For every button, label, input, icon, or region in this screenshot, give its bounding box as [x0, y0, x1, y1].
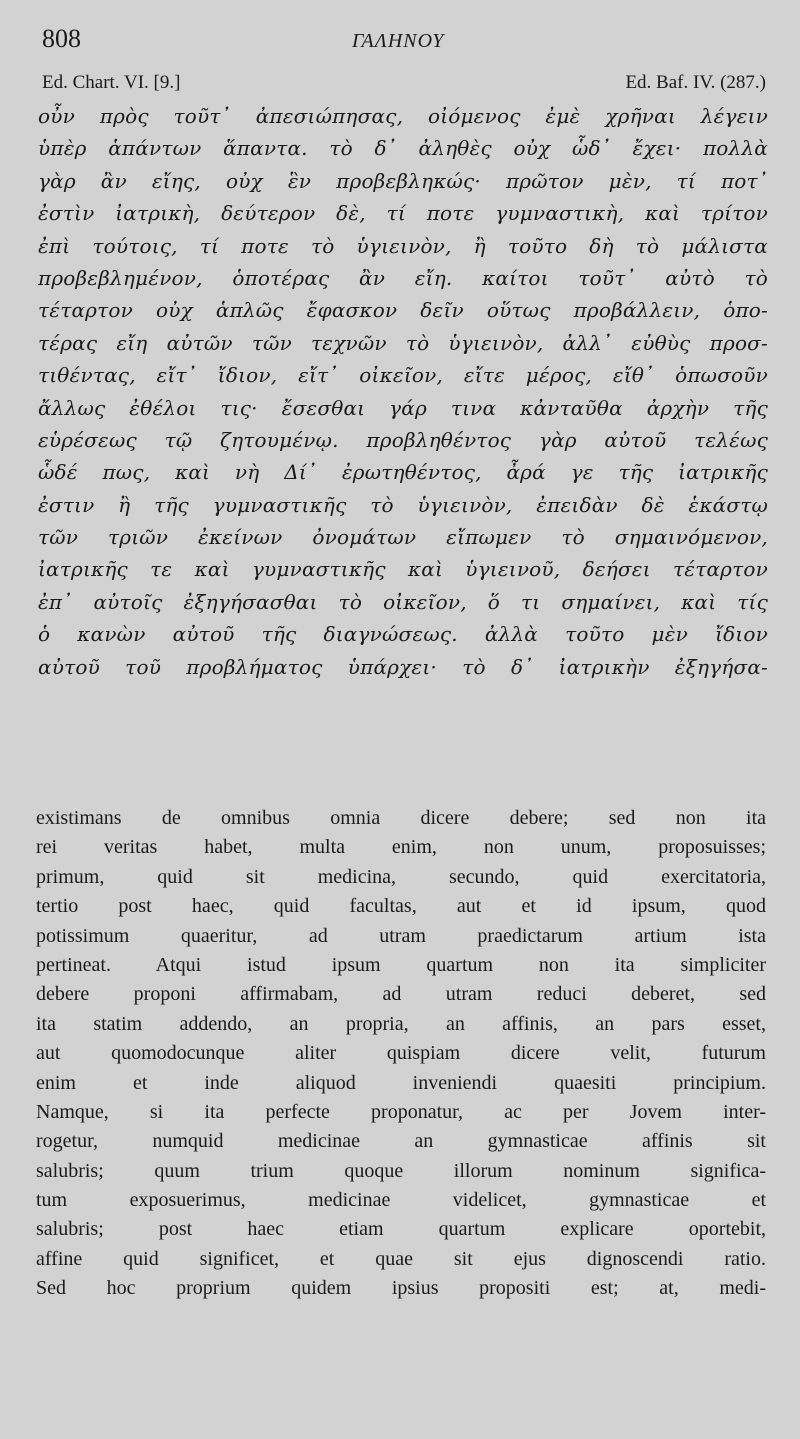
latin-line: pertineat. Atqui istud ipsum quartum non ita simpliciter: [36, 953, 766, 976]
latin-text-block: [36, 804, 766, 1304]
edition-reference-left: Ed. Chart. VI. [9.]: [42, 72, 181, 93]
greek-line: προβεβλημένον, ὁποτέρας ἂν εἴη. καίτοι τοῦτ᾽ αὐτὸ τὸ: [38, 265, 768, 290]
greek-line: τιθέντας, εἴτ᾽ ἴδιον, εἴτ᾽ οἰκεῖον, εἴτε μέρος, εἴθ᾽ ὁπωσοῦν: [38, 363, 768, 388]
edition-reference-right: Ed. Baf. IV. (287.): [625, 72, 766, 93]
greek-text-block: [38, 100, 768, 683]
latin-line: salubris; post haec etiam quartum explicare oportebit,: [36, 1218, 766, 1241]
greek-line: ἐπὶ τούτοις, τί ποτε τὸ ὑγιεινὸν, ἢ τοῦτο δὴ τὸ μάλιστα: [38, 233, 768, 258]
latin-line: ita statim addendo, an propria, an affinis, an pars esset,: [36, 1012, 766, 1035]
latin-line: Sed hoc proprium quidem ipsius propositi est; at, medi-: [36, 1277, 766, 1300]
latin-line: potissimum quaeritur, ad utram praedictarum artium ista: [36, 924, 766, 947]
latin-line: Namque, si ita perfecte proponatur, ac per Jovem inter-: [36, 1100, 766, 1123]
greek-line: ὧδέ πως, καὶ νὴ Δί᾽ ἐρωτηθέντος, ἆρά γε τῆς ἰατρικῆς: [38, 460, 768, 485]
greek-line: ὑπὲρ ἁπάντων ἅπαντα. τὸ δ᾽ ἀληθὲς οὐχ ὧδ᾽ ἔχει· πολλὰ: [38, 136, 768, 161]
greek-line: γὰρ ἂν εἴης, οὐχ ἓν προβεβληκώς· πρῶτον μὲν, τί ποτ᾽: [38, 168, 768, 193]
running-head: [42, 24, 760, 60]
latin-line: existimans de omnibus omnia dicere debere; sed non ita: [36, 807, 766, 829]
greek-line: ἰατρικῆς τε καὶ γυμναστικῆς καὶ ὑγιεινοῦ, δεήσει τέταρτον: [38, 557, 768, 582]
latin-line: primum, quid sit medicina, secundo, quid exercitatoria,: [36, 865, 766, 888]
latin-line: salubris; quum trium quoque illorum nominum significa-: [36, 1159, 766, 1182]
greek-line: ἐπ᾽ αὐτοῖς ἐξηγήσασθαι τὸ οἰκεῖον, ὅ τι σημαίνει, καὶ τίς: [38, 589, 768, 614]
latin-line: aut quomodocunque aliter quispiam dicere velit, futurum: [36, 1042, 766, 1065]
greek-line: οὖν πρὸς τοῦτ᾽ ἀπεσιώπησας, οἰόμενος ἐμὲ χρῆναι λέγειν: [38, 104, 768, 128]
greek-line: ἄλλως ἐθέλοι τις· ἔσεσθαι γάρ τινα κἀνταῦθα ἀρχὴν τῆς: [38, 395, 768, 420]
latin-line: tum exposuerimus, medicinae videlicet, gymnasticae et: [36, 1189, 766, 1212]
running-title: ΓΑΛΗΝΟΥ: [352, 30, 445, 52]
page-number: 808: [42, 24, 81, 53]
greek-line: ἐστιν ἢ τῆς γυμναστικῆς τὸ ὑγιεινὸν, ἐπειδὰν δὲ ἑκάστῳ: [38, 492, 768, 517]
latin-line: debere proponi affirmabam, ad utram reduci deberet, sed: [36, 983, 766, 1006]
greek-line: ἐστὶν ἰατρικὴ, δεύτερον δὲ, τί ποτε γυμναστικὴ, καὶ τρίτον: [38, 201, 768, 226]
greek-line: ὁ κανὼν αὐτοῦ τῆς διαγνώσεως. ἀλλὰ τοῦτο μὲν ἴδιον: [38, 622, 768, 647]
latin-line: rei veritas habet, multa enim, non unum, proposuisses;: [36, 836, 766, 859]
latin-line: tertio post haec, quid facultas, aut et id ipsum, quod: [36, 895, 766, 918]
latin-line: enim et inde aliquod inveniendi quaesiti principium.: [36, 1071, 766, 1094]
edition-reference-line: [42, 72, 766, 100]
greek-line: αὐτοῦ τοῦ προβλήματος ὑπάρχει· τὸ δ᾽ ἰατρικὴν ἐξηγήσα-: [38, 654, 768, 679]
latin-line: rogetur, numquid medicinae an gymnasticae affinis sit: [36, 1130, 766, 1153]
greek-line: εὑρέσεως τῷ ζητουμένῳ. προβληθέντος γὰρ αὐτοῦ τελέως: [38, 427, 768, 452]
greek-line: τέρας εἴη αὐτῶν τῶν τεχνῶν τὸ ὑγιεινὸν, ἀλλ᾽ εὐθὺς προσ-: [38, 330, 768, 355]
greek-line: τῶν τριῶν ἐκείνων ὀνομάτων εἴπωμεν τὸ σημαινόμενον,: [38, 525, 768, 550]
latin-line: affine quid significet, et quae sit ejus dignoscendi ratio.: [36, 1247, 766, 1270]
greek-line: τέταρτον οὐχ ἁπλῶς ἔφασκον δεῖν οὕτως προβάλλειν, ὁπο-: [38, 298, 768, 323]
